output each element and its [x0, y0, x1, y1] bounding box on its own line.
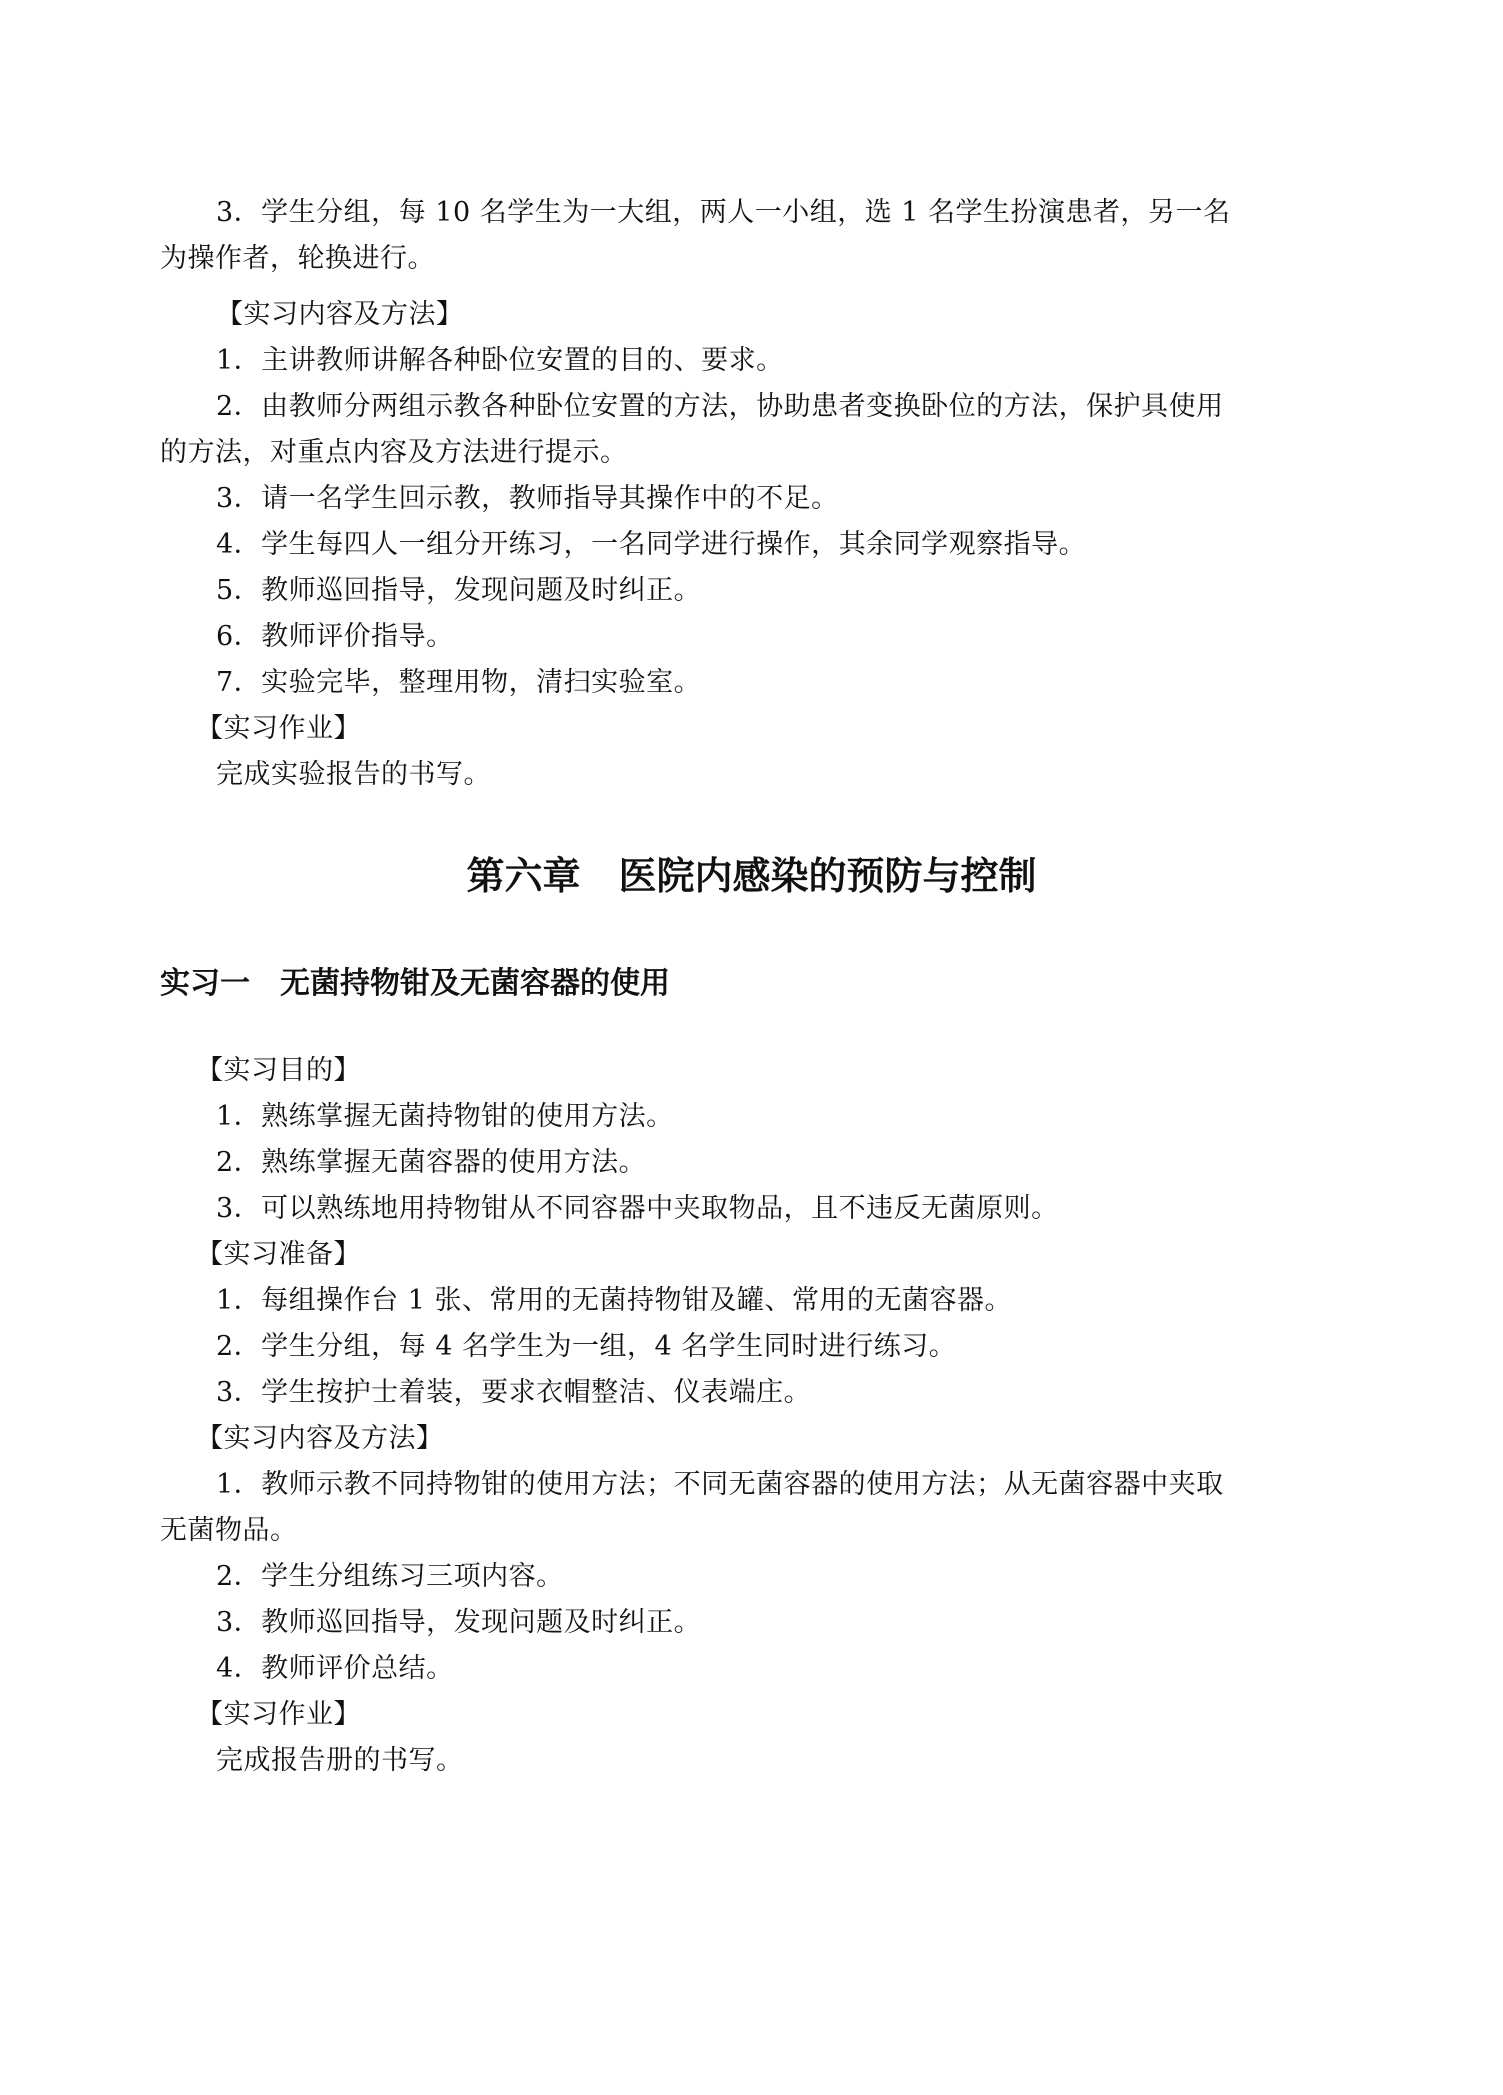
text-line: 4．学生每四人一组分开练习，一名同学进行操作，其余同学观察指导。: [216, 529, 1087, 560]
text-line: 1．每组操作台 1 张、常用的无菌持物钳及罐、常用的无菌容器。: [216, 1285, 1013, 1316]
section-label: 【实习内容及方法】: [216, 299, 464, 330]
text-line: 2．学生分组练习三项内容。: [216, 1561, 564, 1592]
text-line: 2．由教师分两组示教各种卧位安置的方法，协助患者变换卧位的方法，保护具使用: [216, 391, 1224, 422]
chapter-title: 第六章 医院内感染的预防与控制: [466, 854, 1037, 898]
section-label: 【实习目的】: [196, 1055, 361, 1086]
text-line: 3．请一名学生回示教，教师指导其操作中的不足。: [216, 483, 839, 514]
text-line: 1．主讲教师讲解各种卧位安置的目的、要求。: [216, 345, 784, 376]
text-line: 1．教师示教不同持物钳的使用方法；不同无菌容器的使用方法；从无菌容器中夹取: [216, 1469, 1224, 1500]
text-line: 3．学生按护士着装，要求衣帽整洁、仪表端庄。: [216, 1377, 812, 1408]
text-line: 完成实验报告的书写。: [216, 759, 491, 790]
text-line: 的方法，对重点内容及方法进行提示。: [160, 437, 628, 468]
text-line: 7．实验完毕，整理用物，清扫实验室。: [216, 667, 702, 698]
section-title: 实习一 无菌持物钳及无菌容器的使用: [160, 966, 670, 1001]
text-line: 6．教师评价指导。: [216, 621, 454, 652]
text-line: 1．熟练掌握无菌持物钳的使用方法。: [216, 1101, 674, 1132]
section-label: 【实习作业】: [196, 713, 361, 744]
section-label: 【实习作业】: [196, 1699, 361, 1730]
text-line: 无菌物品。: [160, 1515, 298, 1546]
section-label: 【实习准备】: [196, 1239, 361, 1270]
text-line: 3．教师巡回指导，发现问题及时纠正。: [216, 1607, 702, 1638]
text-line: 3．可以熟练地用持物钳从不同容器中夹取物品，且不违反无菌原则。: [216, 1193, 1059, 1224]
section-label: 【实习内容及方法】: [196, 1423, 444, 1454]
text-line: 4．教师评价总结。: [216, 1653, 454, 1684]
text-line: 3．学生分组，每 10 名学生为一大组，两人一小组，选 1 名学生扮演患者，另一名: [216, 197, 1231, 228]
text-line: 2．学生分组，每 4 名学生为一组，4 名学生同时进行练习。: [216, 1331, 957, 1362]
text-line: 5．教师巡回指导，发现问题及时纠正。: [216, 575, 702, 606]
text-line: 完成报告册的书写。: [216, 1745, 464, 1776]
text-line: 2．熟练掌握无菌容器的使用方法。: [216, 1147, 647, 1178]
text-line: 为操作者，轮换进行。: [160, 243, 435, 274]
